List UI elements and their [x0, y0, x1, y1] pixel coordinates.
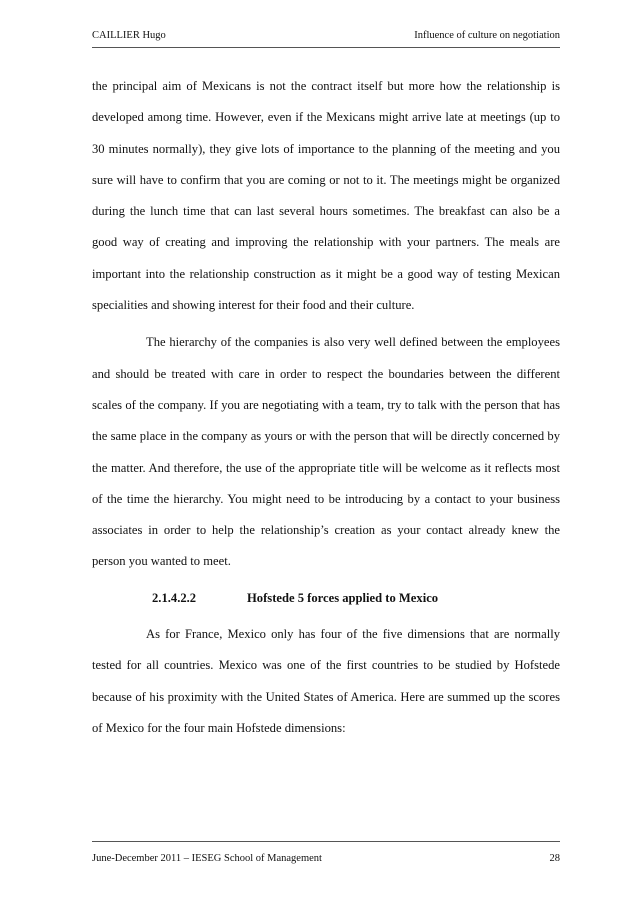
page-number: 28 — [549, 853, 560, 864]
header-divider — [92, 47, 560, 48]
paragraph-meetings: the principal aim of Mexicans is not the contract itself but more how the relationship is developed among time. However, even if the Mexicans might arrive late at meetings (up to 30 minutes normally), they give lots of importance to the planning of the meeting and you sure will have to confirm that you are coming or not to it. The meetings might be organized during the lunch time that can last several hours sometimes. The breakfast can also be a good way of creating and improving the relationship with your partners. The meals are important into the relationship construction as it might be a good way of testing Mexican specialities and showing interest for their food and their culture. — [92, 79, 560, 313]
paragraph-hofstede: As for France, Mexico only has four of the five dimensions that are normally tested for all countries. Mexico was one of the first countries to be studied by Hofstede because of his proximity with the United States of America. Here are summed up the scores of Mexico for the four main Hofstede dimensions: — [92, 627, 560, 735]
header-title: Influence of culture on negotiation — [414, 30, 560, 41]
section-number: 2.1.4.2.2 — [152, 590, 197, 605]
page-header — [92, 30, 560, 41]
section-title: Hofstede 5 forces applied to Mexico — [247, 590, 439, 605]
header-author: CAILLIER Hugo — [92, 30, 166, 41]
footer-text: June-December 2011 – IESEG School of Management — [92, 853, 322, 864]
page-body — [92, 71, 560, 744]
section-heading — [92, 583, 560, 614]
paragraph-hierarchy: The hierarchy of the companies is also very well defined between the employees and should be treated with care in order to respect the boundaries between the different scales of the company. If you are negotiating with a team, try to talk with the person that has the same place in the company as yours or with the person that will be directly concerned by the matter. And therefore, the use of the appropriate title will be welcome as it reflects most of the time the hierarchy. You might need to be introducing by a contact to your business associates in order to help the relationship’s creation as your contact already knew the person you wanted to meet. — [92, 335, 560, 569]
page-footer — [92, 853, 560, 864]
footer-divider — [92, 841, 560, 842]
